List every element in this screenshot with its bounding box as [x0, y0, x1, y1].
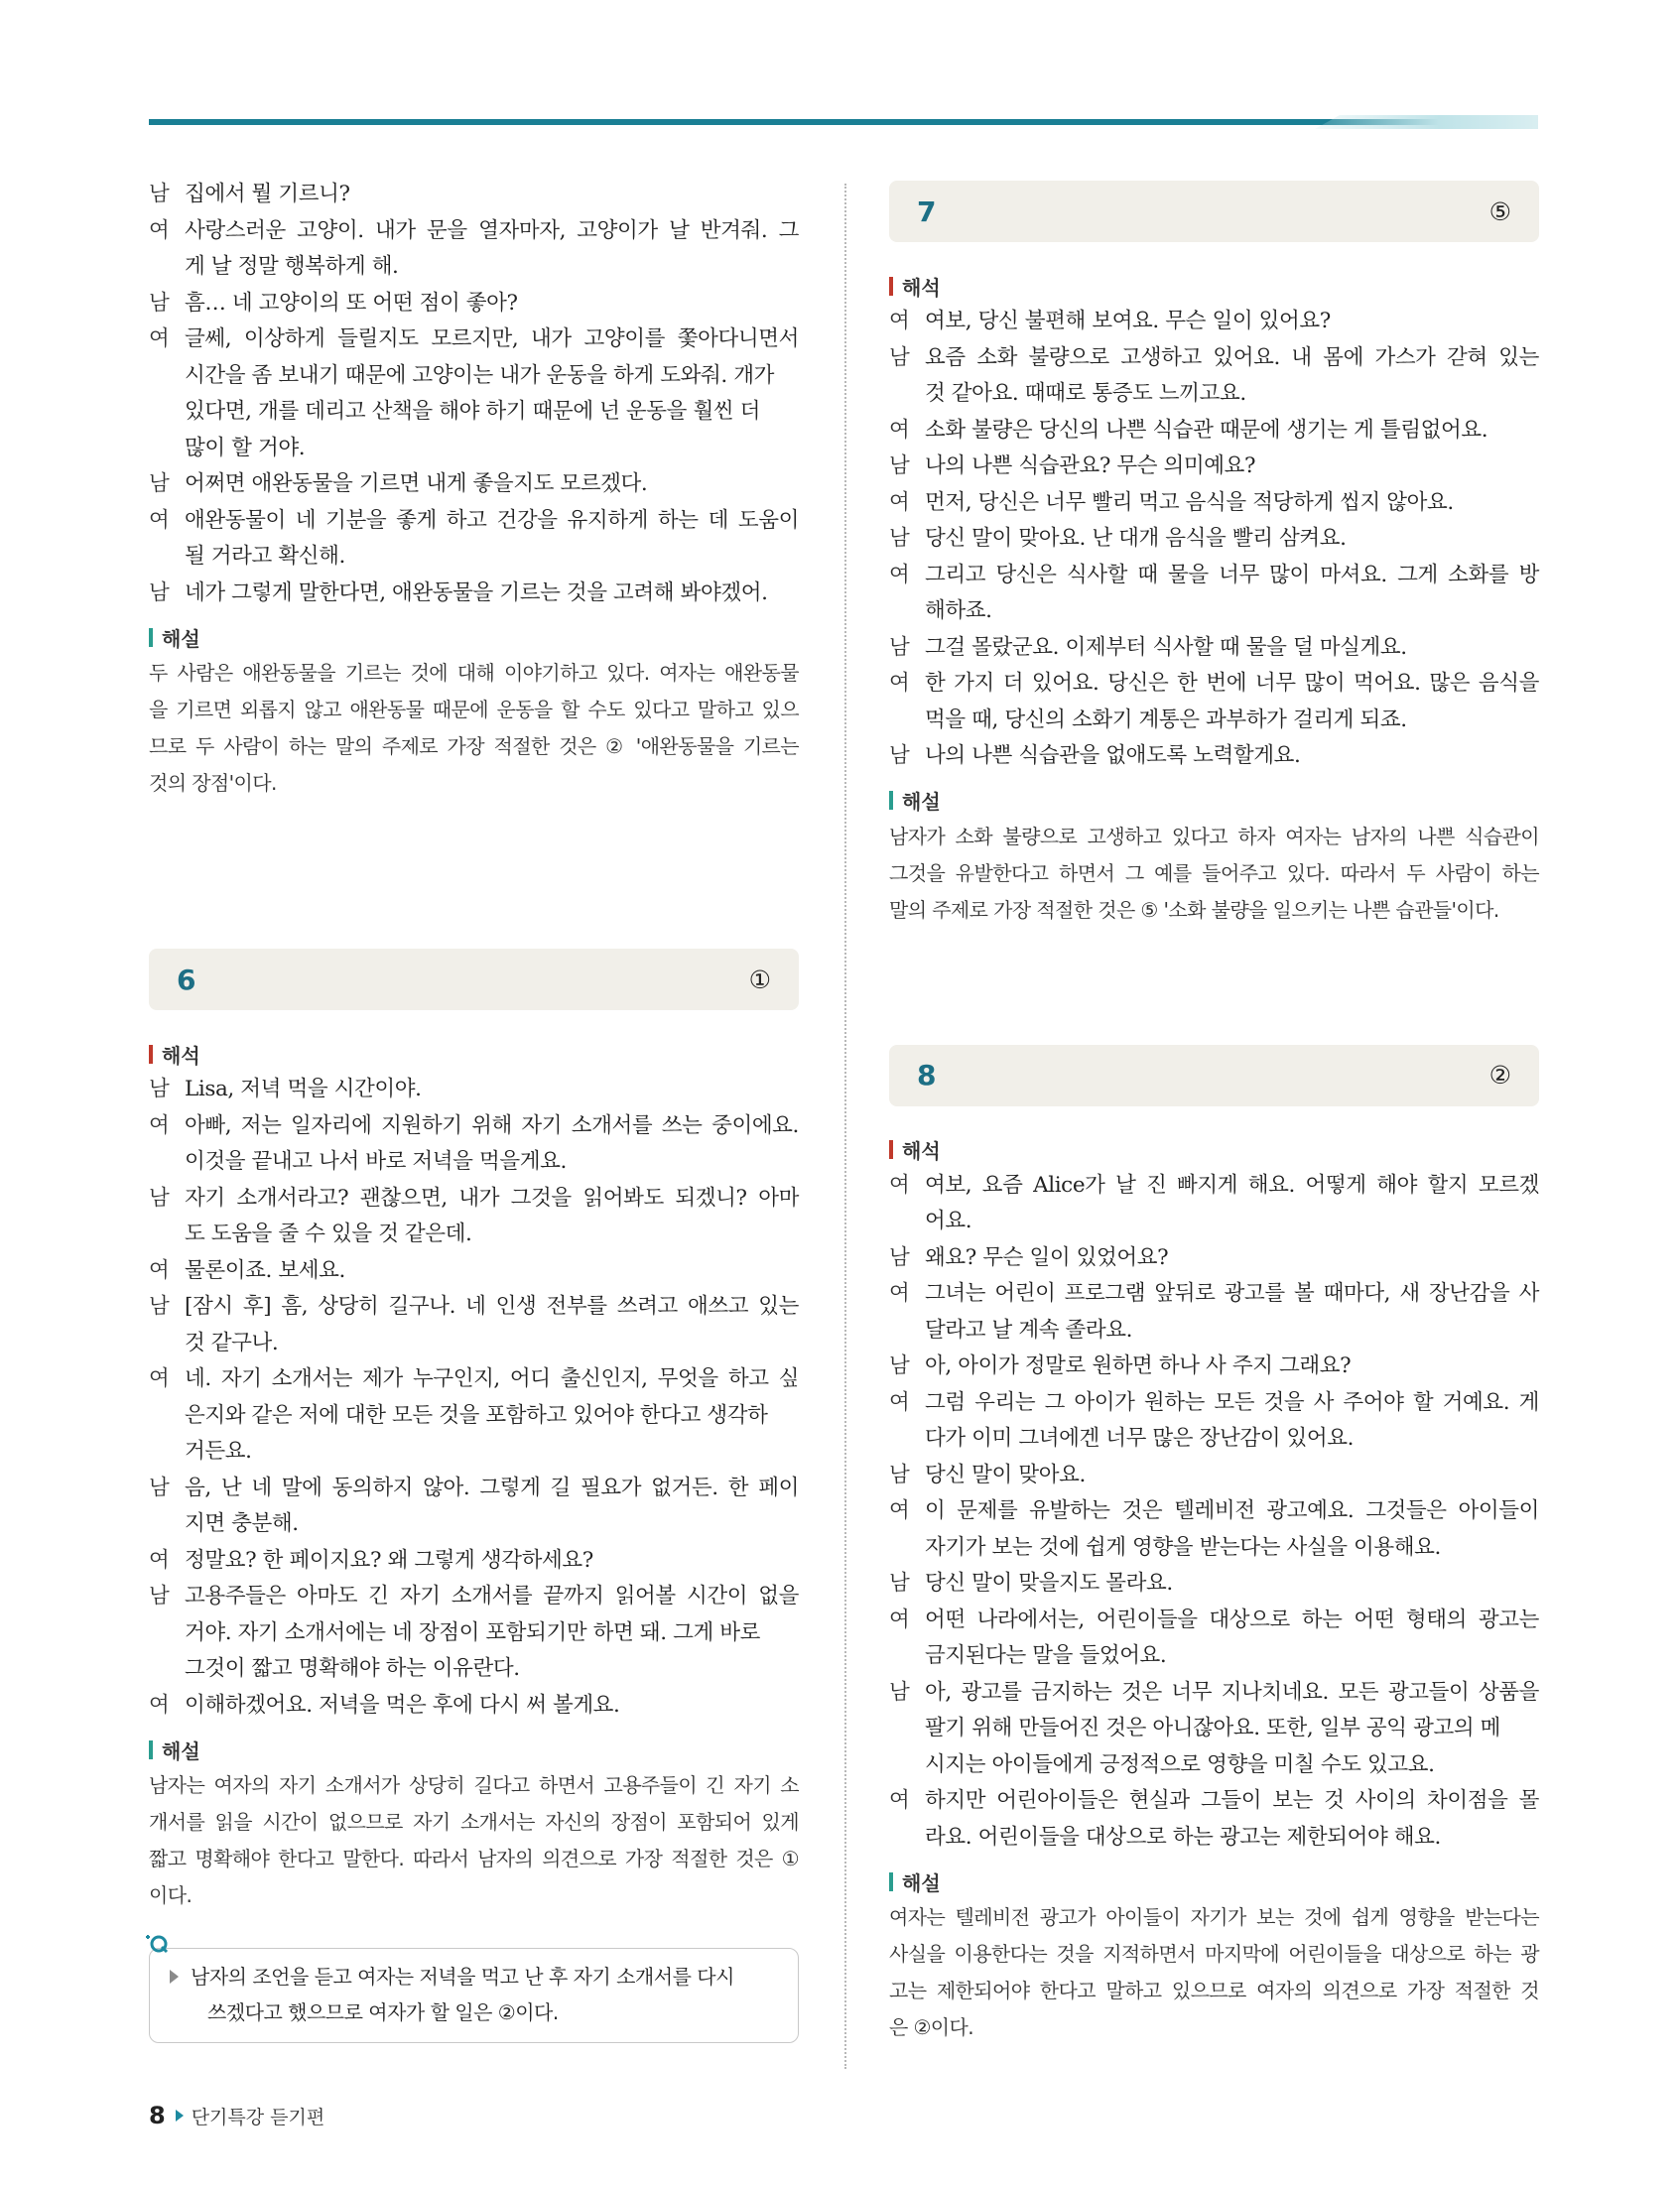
dialogue-line	[149, 1688, 799, 1725]
explanation-text	[889, 819, 1539, 929]
dialogue-line	[889, 413, 1539, 450]
dialogue-text: 자기가 보는 것에 쉽게 영향을 받는다는 사실을 이용해요.	[925, 1534, 1441, 1560]
speaker-label: 여	[149, 1692, 170, 1718]
speaker-label: 남	[889, 634, 910, 660]
dialogue-text: 도 도움을 줄 수 있을 것 같은데.	[185, 1222, 472, 1246]
translation-label: 해석	[902, 275, 941, 300]
dialogue-line	[149, 1398, 799, 1435]
dialogue-text: 거야. 자기 소개서에는 네 장점이 포함되기만 하면 돼. 그게 바로	[185, 1619, 761, 1645]
dialogue-text: 여보, 요즘 Alice가 날 진 빠지게 해요. 어떻게 해야 할지 모르겠	[925, 1172, 1539, 1198]
dialogue-text: 있다면, 개를 데리고 산책을 해야 하기 때문에 넌 운동을 훨씬 더	[185, 399, 761, 424]
question-number: 6	[177, 963, 196, 996]
speaker-label: 여	[149, 217, 170, 243]
dialogue-text: 라요. 어린이들을 대상으로 하는 광고는 제한되어야 해요.	[925, 1824, 1441, 1850]
explanation-line: 사실을 이용한다는 것을 지적하면서 마지막에 어린이들을 대상으로 하는 광	[889, 1942, 1539, 1966]
speaker-label: 여	[149, 1257, 170, 1283]
dialogue-line	[889, 703, 1539, 739]
dialogue-text: 여보, 당신 불편해 보여요. 무슨 일이 있어요?	[925, 309, 1331, 333]
dialogue-text: 어쩌면 애완동물을 기르면 내게 좋을지도 모르겠다.	[185, 471, 648, 496]
speaker-label: 여	[149, 1366, 170, 1391]
dialogue-text: 글쎄, 이상하게 들릴지도 모르지만, 내가 고양이를 쫓아다니면서	[185, 326, 799, 351]
dialogue-text: 자기 소개서라고? 괜찮으면, 내가 그것을 읽어봐도 되겠니? 아마	[185, 1185, 799, 1211]
dialogue-text: 많이 할 거야.	[185, 435, 306, 460]
translation-label: 해석	[162, 1043, 200, 1068]
dialogue-line	[149, 213, 799, 250]
dialogue-line	[149, 1144, 799, 1181]
q-tip-icon	[144, 1933, 170, 1955]
dialogue-text: 그리고 당신은 식사할 때 물을 너무 많이 마셔요. 그게 소화를 방	[925, 562, 1539, 587]
heading-bar	[149, 1740, 153, 1759]
speaker-label: 남	[889, 1462, 910, 1487]
speaker-label: 여	[889, 489, 910, 515]
dialogue-line	[149, 1506, 799, 1543]
dialogue-text: [잠시 후] 흠, 상당히 길구나. 네 인생 전부를 쓰려고 애쓰고 있는	[185, 1294, 799, 1319]
dialogue-line	[149, 1181, 799, 1218]
speaker-label: 여	[889, 562, 910, 587]
explanation-line: 므로 두 사람이 하는 말의 주제로 가장 적절한 것은 ② '애완동물을 기르는	[149, 734, 799, 758]
header-rule-accent	[1290, 115, 1538, 129]
dialogue-line	[889, 1638, 1539, 1675]
dialogue-text: 먼저, 당신은 너무 빨리 먹고 음식을 적당하게 씹지 않아요.	[925, 489, 1454, 515]
dialogue-text: 어떤 나라에서는, 어린이들을 대상으로 하는 어떤 형태의 광고는	[925, 1607, 1539, 1632]
page-footer	[149, 2102, 324, 2129]
dialogue-text: 거든요.	[185, 1439, 252, 1464]
dialogue-line	[889, 666, 1539, 703]
dialogue-text: Lisa, 저녁 먹을 시간이야.	[185, 1077, 422, 1101]
dialogue-line	[889, 340, 1539, 377]
speaker-label: 남	[889, 526, 910, 551]
dialogue-line	[889, 1711, 1539, 1747]
dialogue-line	[889, 1168, 1539, 1205]
dialogue-line	[149, 1253, 799, 1290]
speaker-label: 남	[149, 182, 170, 206]
tip-text: 남자의 조언을 듣고 여자는 저녁을 먹고 난 후 자기 소개서를 다시	[191, 1965, 734, 1989]
explanation-line: 짧고 명확해야 한다고 말한다. 따라서 남자의 의견으로 가장 적절한 것은 ①	[149, 1847, 799, 1870]
dialogue-line	[889, 449, 1539, 485]
dialogue-line	[889, 485, 1539, 522]
explanation-line: 말의 주제로 가장 적절한 것은 ⑤ '소화 불량을 일으키는 나쁜 습관들'이다.	[889, 897, 1499, 922]
dialogue-text: 다가 이미 그녀에겐 너무 많은 장난감이 있어요.	[925, 1426, 1355, 1451]
triangle-icon	[176, 2110, 184, 2122]
dialogue-text: 아빠, 저는 일자리에 지원하기 위해 자기 소개서를 쓰는 중이에요.	[185, 1112, 799, 1138]
dialogue	[889, 1168, 1539, 1857]
speaker-label: 남	[149, 579, 170, 605]
explanation-label: 해설	[162, 1738, 200, 1763]
page-number: 8	[149, 2102, 166, 2129]
question-number: 7	[917, 194, 937, 228]
speaker-label: 남	[889, 344, 910, 370]
dialogue-text: 시간을 좀 보내기 때문에 고양이는 내가 운동을 하게 도와줘. 개가	[185, 362, 774, 388]
dialogue-text: 게 날 정말 행복하게 해.	[185, 254, 399, 279]
dialogue-text: 소화 불량은 당신의 나쁜 식습관 때문에 생기는 게 틀림없어요.	[925, 417, 1488, 443]
dialogue-line	[889, 1204, 1539, 1240]
dialogue-line	[889, 521, 1539, 558]
book-title: 단기특강 듣기편	[191, 2106, 325, 2128]
dialogue-line	[889, 1783, 1539, 1820]
explanation-heading	[149, 619, 799, 655]
explanation-text	[149, 1767, 799, 1914]
question-number: 8	[917, 1059, 937, 1092]
speaker-label: 남	[149, 1185, 170, 1211]
dialogue-text: 사랑스러운 고양이. 내가 문을 열자마자, 고양이가 날 반겨줘. 그	[185, 217, 799, 243]
question-6-header	[149, 949, 799, 1010]
explanation-heading	[889, 1864, 1539, 1899]
dialogue-text: 왜요? 무슨 일이 있었어요?	[925, 1244, 1169, 1270]
dialogue-line	[149, 322, 799, 358]
dialogue-text: 될 거라고 확신해.	[185, 544, 345, 569]
question-7-header	[889, 181, 1539, 242]
dialogue-text: 나의 나쁜 식습관요? 무슨 의미예요?	[925, 453, 1256, 478]
explanation-line: 그것을 유발한다고 하면서 그 예를 들어주고 있다. 따라서 두 사람이 하는	[889, 860, 1539, 885]
dialogue-text: 먹을 때, 당신의 소화기 계통은 과부하가 걸리게 되죠.	[925, 707, 1407, 732]
answer-mark: ⑤	[1488, 196, 1511, 226]
dialogue-text: 집에서 뭘 기르니?	[185, 182, 350, 206]
dialogue-text: 정말요? 한 페이지요? 왜 그렇게 생각하세요?	[185, 1547, 593, 1573]
dialogue-line	[889, 1603, 1539, 1639]
dialogue-text: 해하죠.	[925, 598, 992, 623]
dialogue-line	[149, 1579, 799, 1615]
dialogue-text: 아, 광고를 금지하는 것은 너무 지나치네요. 모든 광고들이 상품을	[925, 1679, 1539, 1705]
speaker-label: 남	[889, 743, 910, 768]
speaker-label: 남	[889, 1571, 910, 1596]
speaker-label: 여	[889, 309, 910, 333]
dialogue-line	[149, 431, 799, 467]
dialogue-text: 것 같아요. 때때로 통증도 느끼고요.	[925, 381, 1246, 406]
dialogue-text: 금지된다는 말을 들었어요.	[925, 1643, 1167, 1668]
explanation-text	[889, 1899, 1539, 2046]
translation-heading	[889, 268, 1539, 304]
answer-mark: ②	[1488, 1061, 1511, 1090]
dialogue-line	[889, 1493, 1539, 1530]
explanation-line: 남자는 여자의 자기 소개서가 상당히 길다고 하면서 고용주들이 긴 자기 소	[149, 1773, 799, 1797]
dialogue-text: 아, 아이가 정말로 원하면 하나 사 주지 그래요?	[925, 1353, 1352, 1378]
speaker-label: 여	[889, 417, 910, 443]
explanation-line: 여자는 텔레비전 광고가 아이들이 자기가 보는 것에 쉽게 영향을 받는다는	[889, 1905, 1539, 1929]
dialogue-line	[889, 1421, 1539, 1458]
translation-label: 해석	[902, 1139, 941, 1163]
heading-bar	[889, 1872, 893, 1891]
explanation-line: 남자가 소화 불량으로 고생하고 있다고 하자 여자는 남자의 나쁜 식습관이	[889, 824, 1539, 848]
dialogue-line	[149, 1615, 799, 1652]
dialogue-text: 것 같구나.	[185, 1330, 279, 1355]
dialogue-line	[889, 1349, 1539, 1385]
explanation-heading	[889, 783, 1539, 819]
explanation-line: 이다.	[149, 1883, 193, 1907]
dialogue-line	[889, 1747, 1539, 1784]
speaker-label: 여	[889, 1281, 910, 1306]
explanation-line: 개서를 읽을 시간이 없으므로 자기 소개서는 자신의 장점이 포함되어 있게	[149, 1810, 799, 1834]
dialogue-line	[889, 1385, 1539, 1422]
dialogue-text: 하지만 어린아이들은 현실과 그들이 보는 것 사이의 차이점을 몰	[925, 1788, 1539, 1813]
dialogue-text: 팔기 위해 만들어진 것은 아니잖아요. 또한, 일부 공익 광고의 메	[925, 1716, 1501, 1740]
speaker-label: 남	[889, 1353, 910, 1378]
tip-line	[170, 1959, 782, 1995]
tip-box	[149, 1948, 799, 2043]
speaker-label: 여	[889, 1607, 910, 1632]
speaker-label: 남	[149, 290, 170, 316]
dialogue-text: 시지는 아이들에게 긍정적으로 영향을 미칠 수도 있고요.	[925, 1751, 1435, 1777]
dialogue-text: 이해하겠어요. 저녁을 먹은 후에 다시 써 볼게요.	[185, 1692, 620, 1718]
dialogue-line	[149, 503, 799, 540]
dialogue-line	[149, 1543, 799, 1580]
dialogue-text: 그걸 몰랐군요. 이제부터 식사할 때 물을 덜 마실게요.	[925, 634, 1407, 660]
dialogue-line	[149, 576, 799, 612]
speaker-label: 여	[149, 326, 170, 351]
right-column	[889, 177, 1539, 2046]
dialogue-text: 그것이 짧고 명확해야 하는 이유란다.	[185, 1656, 520, 1681]
dialogue-text: 당신 말이 맞을지도 몰라요.	[925, 1571, 1173, 1596]
dialogue-line	[149, 466, 799, 503]
dialogue-text: 물론이죠. 보세요.	[185, 1257, 345, 1283]
speaker-label: 남	[149, 471, 170, 496]
dialogue-line	[889, 1313, 1539, 1350]
dialogue-line	[149, 1361, 799, 1398]
dialogue-text: 지면 충분해.	[185, 1511, 299, 1536]
translation-heading	[149, 1036, 799, 1072]
dialogue	[149, 1072, 799, 1724]
explanation-label: 해설	[902, 1870, 941, 1895]
heading-bar	[889, 277, 893, 296]
explanation-heading	[149, 1732, 799, 1767]
dialogue-line	[889, 376, 1539, 413]
dialogue-line	[149, 177, 799, 213]
dialogue-text: 이 문제를 유발하는 것은 텔레비전 광고예요. 그것들은 아이들이	[925, 1498, 1539, 1523]
dialogue-line	[149, 1217, 799, 1253]
dialogue-text: 그녀는 어린이 프로그램 앞뒤로 광고를 볼 때마다, 새 장난감을 사	[925, 1281, 1539, 1306]
dialogue-line	[149, 1434, 799, 1471]
speaker-label: 여	[149, 1112, 170, 1138]
dialogue-text: 나의 나쁜 식습관을 없애도록 노력할게요.	[925, 743, 1301, 768]
answer-mark: ①	[748, 965, 771, 994]
dialogue-line	[149, 394, 799, 431]
dialogue-line	[149, 1108, 799, 1145]
speaker-label: 남	[889, 1244, 910, 1270]
dialogue-line	[149, 1326, 799, 1362]
dialogue-line	[149, 286, 799, 322]
speaker-label: 여	[889, 1498, 910, 1523]
dialogue-line	[889, 738, 1539, 775]
dialogue-line	[889, 304, 1539, 340]
dialogue-continued	[149, 177, 799, 611]
tip-text: 쓰겠다고 했으므로 여자가 할 일은 ②이다.	[207, 2000, 559, 2024]
explanation-line: 두 사람은 애완동물을 기르는 것에 대해 이야기하고 있다. 여자는 애완동물	[149, 661, 799, 685]
dialogue-line	[889, 1530, 1539, 1567]
explanation-line: 고는 제한되어야 한다고 말하고 있으므로 여자의 의견으로 가장 적절한 것	[889, 1979, 1539, 2002]
arrow-icon	[170, 1970, 179, 1984]
speaker-label: 남	[149, 1077, 170, 1101]
dialogue-text: 이것을 끝내고 나서 바로 저녁을 먹을게요.	[185, 1149, 567, 1174]
dialogue-text: 흠… 네 고양이의 또 어떤 점이 좋아?	[185, 290, 518, 316]
dialogue-line	[889, 1675, 1539, 1712]
speaker-label: 여	[889, 1389, 910, 1415]
dialogue-line	[889, 558, 1539, 594]
heading-bar	[889, 1140, 893, 1159]
explanation-label: 해설	[902, 790, 941, 814]
dialogue-text: 당신 말이 맞아요.	[925, 1462, 1086, 1487]
dialogue-text: 어요.	[925, 1209, 972, 1233]
dialogue-line	[889, 1820, 1539, 1857]
left-column	[149, 177, 799, 2043]
heading-bar	[149, 628, 153, 647]
dialogue-text: 음, 난 네 말에 동의하지 않아. 그렇게 길 필요가 없거든. 한 페이	[185, 1475, 799, 1500]
dialogue-text: 그럼 우리는 그 아이가 원하는 모든 것을 사 주어야 할 거예요. 게	[925, 1389, 1539, 1415]
explanation-line: 을 기르면 외롭지 않고 애완동물 때문에 운동을 할 수도 있다고 말하고 있으	[149, 698, 799, 721]
dialogue-line	[149, 358, 799, 395]
dialogue-line	[889, 1276, 1539, 1313]
dialogue-text: 요즘 소화 불량으로 고생하고 있어요. 내 몸에 가스가 갇혀 있는	[925, 344, 1539, 370]
column-divider	[844, 184, 846, 2069]
heading-bar	[149, 1045, 153, 1064]
speaker-label: 여	[889, 1172, 910, 1198]
speaker-label: 여	[889, 1788, 910, 1813]
explanation-text	[149, 655, 799, 802]
dialogue-text: 네가 그렇게 말한다면, 애완동물을 기르는 것을 고려해 봐야겠어.	[185, 579, 768, 605]
speaker-label: 남	[889, 453, 910, 478]
dialogue-text: 달라고 날 계속 졸라요.	[925, 1317, 1133, 1343]
dialogue-text: 한 가지 더 있어요. 당신은 한 번에 너무 많이 먹어요. 많은 음식을	[925, 671, 1539, 696]
question-8-header	[889, 1045, 1539, 1106]
speaker-label: 여	[149, 1547, 170, 1573]
dialogue-text: 당신 말이 맞아요. 난 대개 음식을 빨리 삼켜요.	[925, 526, 1347, 551]
speaker-label: 남	[149, 1584, 170, 1609]
speaker-label: 남	[889, 1679, 910, 1705]
dialogue-line	[149, 1471, 799, 1507]
dialogue-line	[889, 1240, 1539, 1277]
explanation-label: 해설	[162, 626, 200, 651]
speaker-label: 여	[889, 671, 910, 696]
dialogue-line	[889, 630, 1539, 667]
dialogue-line	[149, 1289, 799, 1326]
explanation-line: 것의 장점'이다.	[149, 771, 277, 795]
dialogue-text: 애완동물이 네 기분을 좋게 하고 건강을 유지하게 하는 데 도움이	[185, 507, 799, 533]
dialogue-line	[889, 1566, 1539, 1603]
dialogue-line	[149, 249, 799, 286]
speaker-label: 남	[149, 1294, 170, 1319]
translation-heading	[889, 1132, 1539, 1168]
dialogue	[889, 304, 1539, 775]
dialogue-line	[149, 539, 799, 576]
dialogue-text: 은지와 같은 저에 대한 모든 것을 포함하고 있어야 한다고 생각하	[185, 1402, 768, 1428]
tip-line	[170, 1995, 782, 2030]
heading-bar	[889, 791, 893, 810]
dialogue-line	[149, 1072, 799, 1108]
dialogue-line	[889, 1458, 1539, 1494]
speaker-label: 남	[149, 1475, 170, 1500]
dialogue-line	[149, 1651, 799, 1688]
dialogue-line	[889, 593, 1539, 630]
dialogue-text: 네. 자기 소개서는 제가 누구인지, 어디 출신인지, 무엇을 하고 싶	[185, 1366, 799, 1391]
dialogue-text: 고용주들은 아마도 긴 자기 소개서를 끝까지 읽어볼 시간이 없을	[185, 1584, 799, 1609]
explanation-line: 은 ②이다.	[889, 2015, 974, 2039]
speaker-label: 여	[149, 507, 170, 533]
